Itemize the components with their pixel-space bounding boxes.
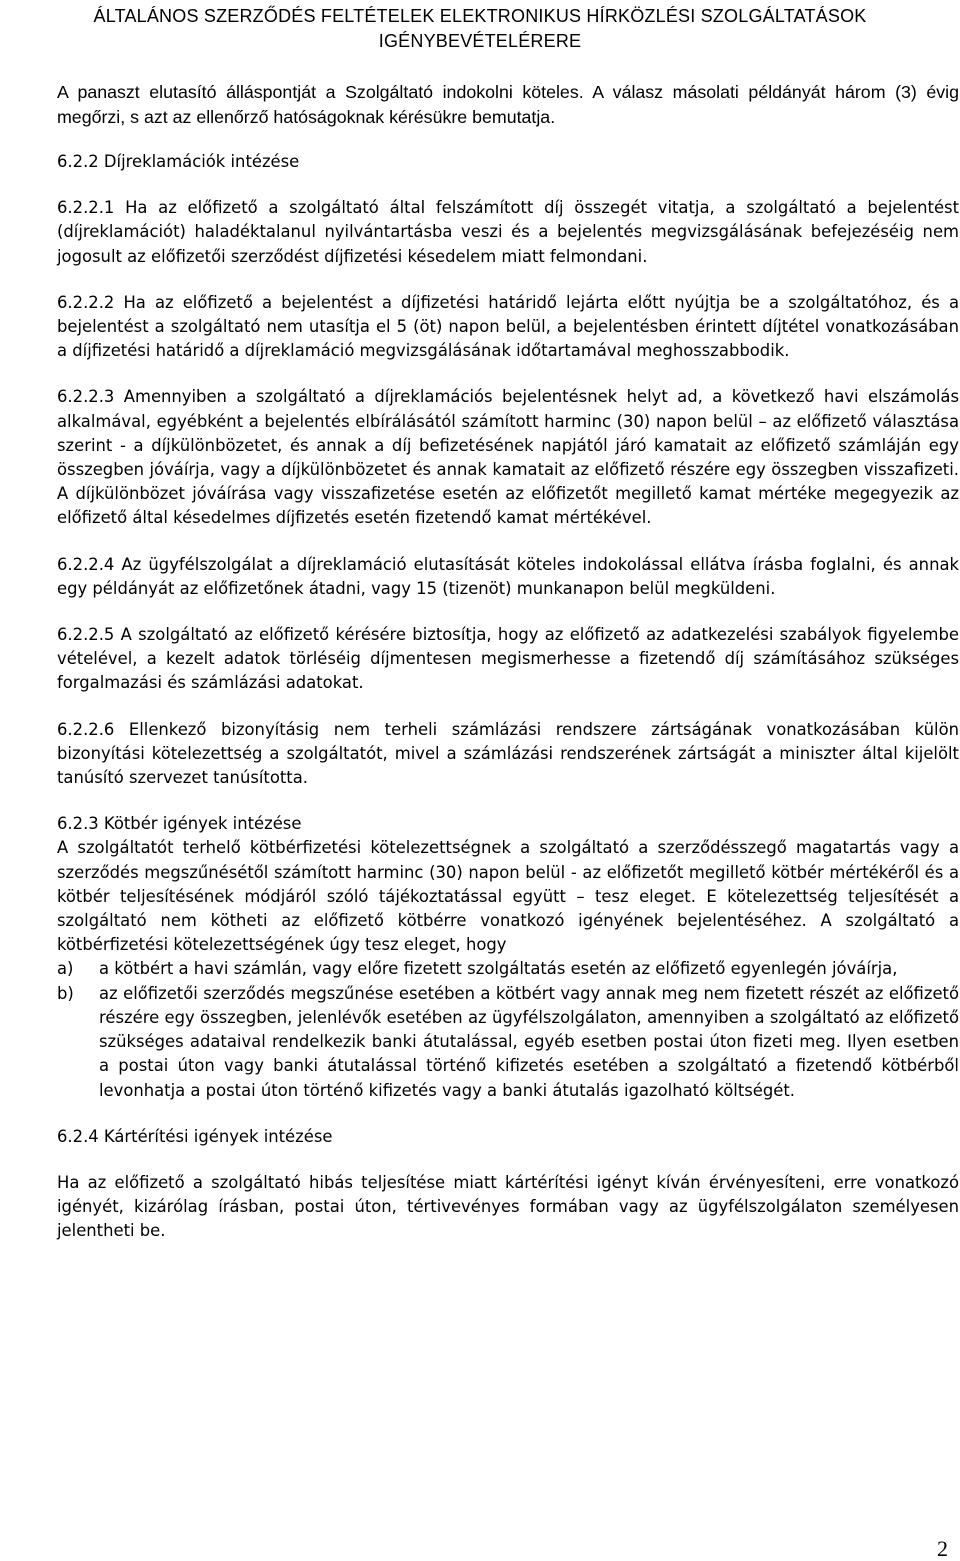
intro-paragraph: A panaszt elutasító álláspontját a Szolgáltató indokolni köteles. A válasz másolati példányát három (3) évig megőrzi, s azt az ellenőrző hatóságoknak kérésükre bemutatja. xyxy=(57,82,959,127)
list-item-text: az előfizetői szerződés megszűnése esetében a kötbért vagy annak meg nem fizetett részét az előfizető részére egy összegben, jelenlévők esetében az ügyfélszolgálaton, amennyiben a szolgáltató az előfizető szükséges adataival rendelkezik banki átutalással, egyéb esetben postai úton fizeti meg. Ilyen esetben a postai úton vagy banki átutalással történő kifizetés esetében a szolgáltató a fizetendő kötbérből levonhatja a postai úton történő kifizetés vagy a banki átutalás igazolható költségét. xyxy=(99,983,959,1100)
section-6-2-4-title: 6.2.4 Kártérítési igények intézése xyxy=(57,1126,333,1146)
paragraph-6-2-2-2: 6.2.2.2 Ha az előfizető a bejelentést a díjfizetési határidő lejárta előtt nyújtja be a szolgáltatóhoz, és a bejelentést a szolgáltató nem utasítja el 5 (öt) napon belül, a bejelentésben érintett díjtétel vonatkozásában a díjfizetési határidő a díjreklamáció megvizsgálásának időtartamával meghosszabbodik. xyxy=(57,292,959,361)
list-item xyxy=(57,982,959,1103)
paragraph-6-2-2-5: 6.2.2.5 A szolgáltató az előfizető kérésére biztosítja, hogy az előfizető az adatkezelési szabályok figyelembe vételével, a kezelt adatok törléséig díjmentesen megismerhesse a fizetendő díj számításához szükséges forgalmazási és számlázási adatokat. xyxy=(57,625,959,693)
paragraph-6-2-2-6: 6.2.2.6 Ellenkező bizonyításig nem terheli számlázási rendszere zártságának vonatkozásában külön bizonyítási kötelezettség a szolgáltatót, mivel a számlázási rendszerének zártságát a miniszter által kijelölt tanúsító szervezet tanúsította. xyxy=(57,719,959,788)
paragraph-6-2-2-1: 6.2.2.1 Ha az előfizető a szolgáltató által felszámított díj összegét vitatja, a szolgáltató a bejelentést (díjreklamációt) haladéktalanul nyilvántartásba veszi és a bejelentés megvizsgálásának befejezéséig nem jogosult az előfizetői szerződést díjfizetési késedelem miatt felmondani. xyxy=(57,198,959,266)
kotber-list xyxy=(57,957,959,1102)
header-line-2: IGÉNYBEVÉTELÉRERE xyxy=(378,31,582,51)
list-item xyxy=(57,957,959,981)
list-item-label: b) xyxy=(57,983,74,1003)
page-number: 2 xyxy=(937,1536,948,1561)
section-6-2-3-title: 6.2.3 Kötbér igények intézése xyxy=(57,814,302,834)
section-6-2-2-title: 6.2.2 Díjreklamációk intézése xyxy=(57,152,300,171)
section-6-2-3-body: A szolgáltatót terhelő kötbérfizetési kötelezettségnek a szolgáltató a szerződésszegő magatartás vagy a szerződés megszűnésétől számított harminc (30) napon belül - az előfizetőt megillető kötbér mértékéről és a kötbér teljesítésének módjáról szóló tájékoztatással együtt – tesz eleget. E kötelezettség teljesítését a szolgáltató nem kötheti az előfizető kötbérre vonatkozó igényének bejelentéséhez. A szolgáltató a kötbérfizetési kötelezettségének úgy tesz eleget, hogy xyxy=(57,838,959,955)
section-6-2-4-body: Ha az előfizető a szolgáltató hibás teljesítése miatt kártérítési igényt kíván érvényesíteni, erre vonatkozó igényét, kizárólag írásban, postai úton, tértivevényes formában vagy az ügyfélszolgálaton személyesen jelentheti be. xyxy=(57,1172,959,1241)
header-line-1: ÁLTALÁNOS SZERZŐDÉS FELTÉTELEK ELEKTRONIKUS HÍRKÖZLÉSI SZOLGÁLTATÁSOK xyxy=(93,6,867,26)
list-item-text: a kötbért a havi számlán, vagy előre fizetett szolgáltatás esetén az előfizető egyenlegén jóváírja, xyxy=(99,959,898,979)
list-item-label: a) xyxy=(57,959,74,979)
document-body xyxy=(57,80,959,1266)
document-header xyxy=(0,4,960,54)
paragraph-6-2-2-3: 6.2.2.3 Amennyiben a szolgáltató a díjreklamációs bejelentésnek helyt ad, a következő havi elszámolás alkalmával, egyébként a bejelentés elbírálásától számított harminc (30) napon belül – az előfizető választása szerint - a díjkülönbözetet, és annak a díj befizetésének napjától járó kamatait az előfizető számláján egy összegben jóváírja, vagy a díjkülönbözetet és annak kamatait az előfizető részére egy összegben visszafizeti. A díjkülönbözet jóváírása vagy visszafizetése esetén az előfizetőt megillető kamat mértéke megegyezik az előfizető által késedelmes díjfizetés esetén fizetendő kamat mértékével. xyxy=(57,387,959,528)
paragraph-6-2-2-4: 6.2.2.4 Az ügyfélszolgálat a díjreklamáció elutasítását köteles indokolással ellátva írásba foglalni, és annak egy példányát az előfizetőnek átadni, vagy 15 (tizenöt) munkanapon belül megküldeni. xyxy=(57,554,959,598)
